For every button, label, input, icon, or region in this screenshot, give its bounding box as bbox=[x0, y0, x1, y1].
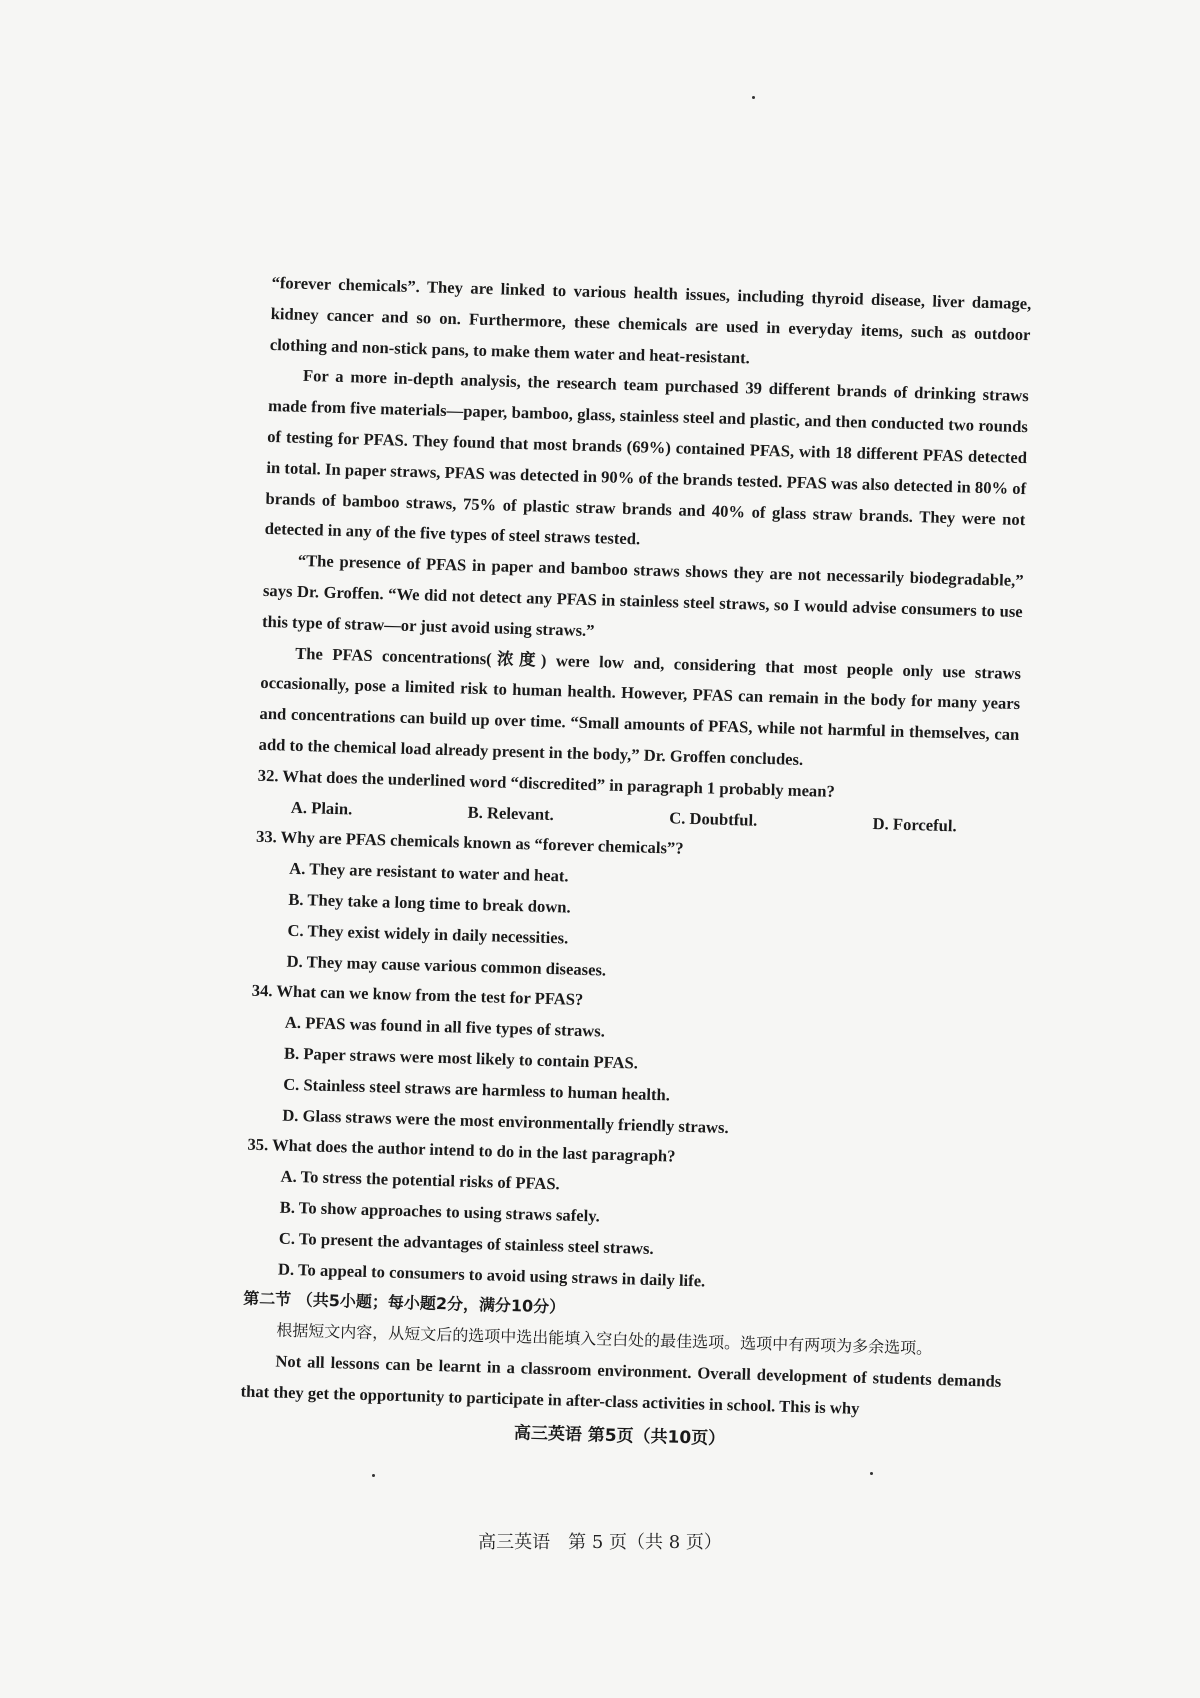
page-footer: 高三英语 第 5 页（共 8 页） bbox=[478, 1532, 722, 1553]
question-stem: 33. Why are PFAS chemicals known as “forever chemicals”? bbox=[255, 827, 684, 859]
option-a: A. They are resistant to water and heat. bbox=[288, 858, 569, 886]
section-heading: 第二节 （共5小题；每小题2分，满分10分） bbox=[242, 1288, 566, 1317]
exam-content bbox=[239, 268, 1031, 1463]
question-stem: 34. What can we know from the test for PFAS? bbox=[251, 981, 584, 1010]
option-d: D. They may cause various common diseases. bbox=[286, 951, 607, 980]
option-b: B. To show approaches to using straws safely. bbox=[279, 1197, 601, 1226]
option-d: D. Glass straws were the most environmentally friendly straws. bbox=[282, 1105, 729, 1137]
option-c: C. They exist widely in daily necessities. bbox=[287, 920, 569, 948]
option-c: C. To present the advantages of stainless steel straws. bbox=[278, 1228, 654, 1258]
question-35 bbox=[244, 1130, 1008, 1305]
section-instruction: 根据短文内容，从短文后的选项中选出能填入空白处的最佳选项。选项中有两项为多余选项。 bbox=[276, 1320, 933, 1358]
option-a: A. Plain. bbox=[290, 797, 353, 818]
option-b: B. Relevant. bbox=[467, 802, 555, 824]
scan-speck bbox=[752, 96, 755, 99]
option-d: D. Forceful. bbox=[872, 813, 957, 835]
question-34 bbox=[248, 976, 1012, 1151]
option-b: B. They take a long time to break down. bbox=[288, 889, 571, 917]
paragraph-1-continued: “forever chemicals”. They are linked to various health issues, including thyroid disease, liver damage, kidney cancer and so on. Furthermore, these chemicals are used in everyday items, such as outdoor clothing and non-stick pans, to make them water and heat-resistant. bbox=[269, 272, 1032, 367]
section2-passage-start: Not all lessons can be learnt in a classroom environment. Overall development of students demands that they get the opportunity to participate in after-class activities in school. This is why bbox=[240, 1351, 1002, 1418]
question-33 bbox=[252, 822, 1016, 997]
paragraph-2: For a more in-depth analysis, the research team purchased 39 different brands of drinking straws made from five materials—paper, bamboo, glass, stainless steel and plastic, and then conducted two rounds of testing for PFAS. They found that most brands (69%) contained PFAS, with 18 different PFAS detected in total. In paper straws, PFAS was detected in 90% of the brands tested. PFAS was also detected in 80% of brands of bamboo straws, 75% of plastic straw brands and 40% of glass straw brands. They were not detected in any of the five types of steel straws tested. bbox=[264, 366, 1029, 549]
option-a: A. To stress the potential risks of PFAS. bbox=[280, 1166, 561, 1194]
inner-page-footer: 高三英语 第5页（共10页） bbox=[513, 1423, 726, 1450]
option-a: A. PFAS was found in all five types of straws. bbox=[284, 1012, 606, 1041]
question-stem: 32. What does the underlined word “discredited” in paragraph 1 probably mean? bbox=[257, 765, 836, 801]
option-d: D. To appeal to consumers to avoid using straws in daily life. bbox=[277, 1259, 706, 1290]
option-b: B. Paper straws were most likely to contain PFAS. bbox=[283, 1043, 639, 1073]
scan-speck bbox=[870, 1472, 873, 1475]
option-c: C. Stainless steel straws are harmless to human health. bbox=[282, 1074, 671, 1105]
paragraph-4: The PFAS concentrations(浓度) were low and, considering that most people only use straws occasionally, pose a limited risk to human health. However, PFAS can remain in the body for many years and concentrations can build up over time. “Small amounts of PFAS, while not harmful in themselves, can add to the chemical load already present in the body,” Dr. Groffen concludes. bbox=[258, 643, 1022, 769]
option-c: C. Doubtful. bbox=[668, 807, 758, 830]
paragraph-3: “The presence of PFAS in paper and bamboo straws shows they are not necessarily biodegradable,” says Dr. Groffen. “We did not detect any PFAS in stainless steel straws, so I would advise consumers to use this type of straw—or just avoid using straws.” bbox=[261, 551, 1024, 640]
scan-speck bbox=[372, 1474, 375, 1477]
question-stem: 35. What does the author intend to do in the last paragraph? bbox=[247, 1134, 676, 1166]
